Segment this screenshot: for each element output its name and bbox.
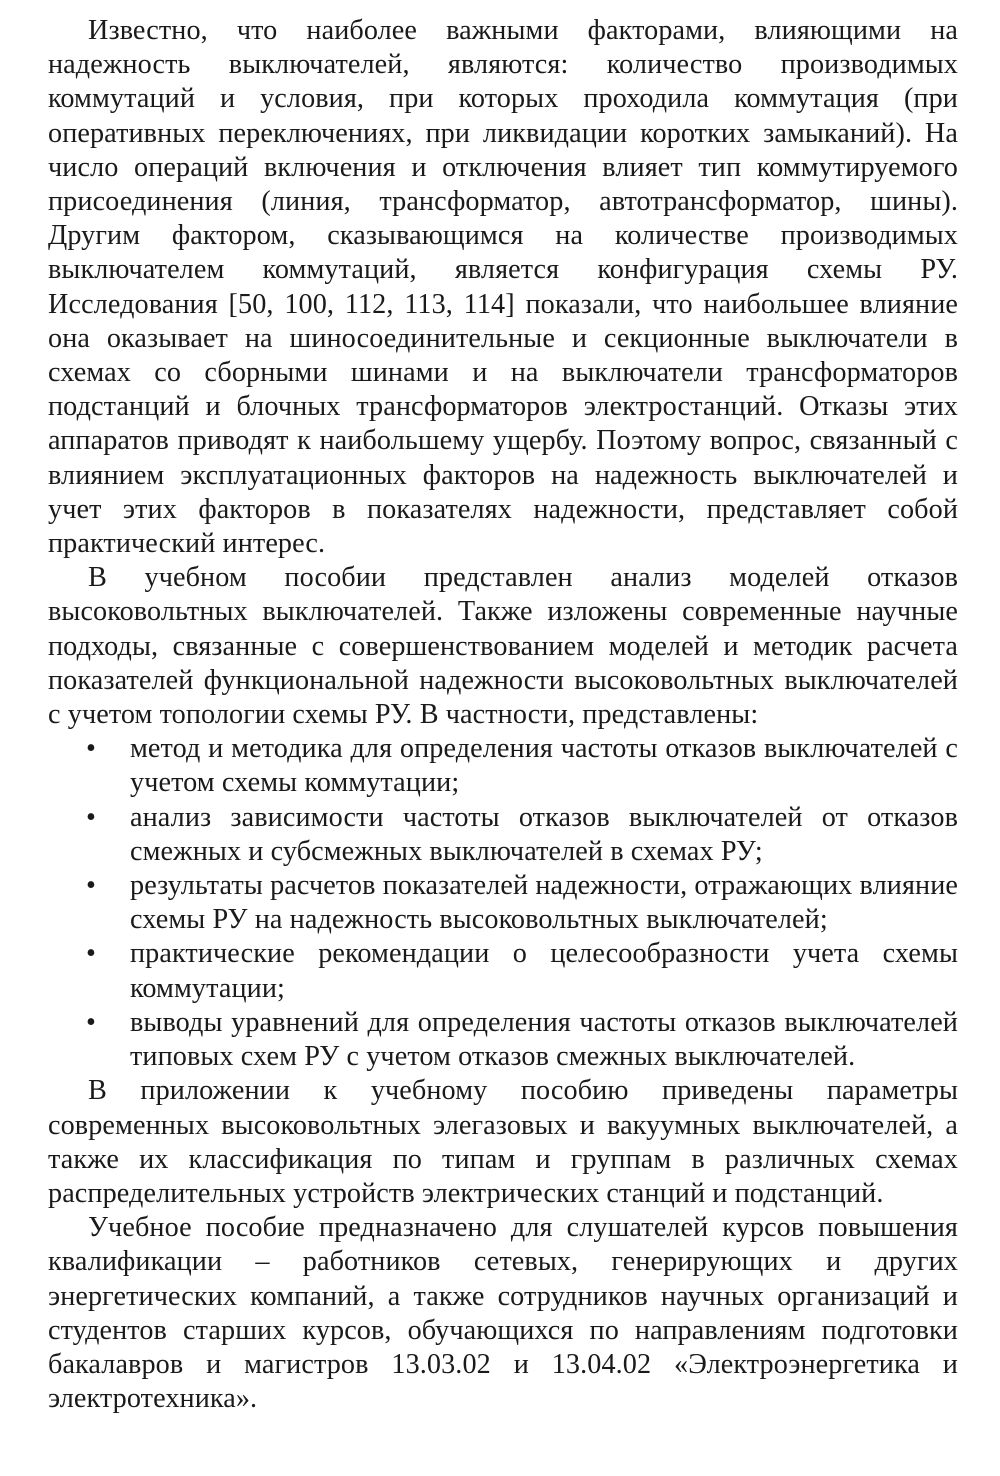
document-page: [48, 14, 958, 1416]
paragraph-audience: Учебное пособие предназначено для слушателей курсов повышения квалификации – работников сетевых, генерирующих и других энергетических компаний, а также сотрудников научных организаций и студентов старших курсов, обучающихся по направлениям подготовки бакалавров и магистров 13.03.02 и 13.04.02 «Электроэнергетика и электротехника».: [48, 1212, 958, 1415]
list-item: [48, 1006, 958, 1074]
bullet-marker: •: [86, 1006, 96, 1038]
list-item: [48, 801, 958, 869]
bullet-marker: •: [86, 938, 96, 970]
list-item: [48, 937, 958, 1005]
list-item-text: результаты расчетов показателей надежности, отражающих влияние схемы РУ на надежность высоковольтных выключателей;: [130, 870, 958, 936]
paragraph-appendix: В приложении к учебному пособию приведены параметры современных высоковольтных элегазовых и вакуумных выключателей, а также их классификация по типам и группам в различных схемах распределительных устройств электрических станций и подстанций.: [48, 1075, 958, 1209]
list-item-text: метод и методика для определения частоты отказов выключателей с учетом схемы коммутации;: [130, 733, 958, 799]
paragraph-overview: В учебном пособии представлен анализ моделей отказов высоковольтных выключателей. Также изложены современные научные подходы, связанные с совершенствованием моделей и методик расчета показателей функциональной надежности высоковольтных выключателей с учетом топологии схемы РУ. В частности, представлены:: [48, 562, 958, 731]
list-item: [48, 732, 958, 800]
list-item-text: выводы уравнений для определения частоты отказов выключателей типовых схем РУ с учетом отказов смежных выключателей.: [130, 1006, 958, 1073]
list-item-text: практические рекомендации о целесообразности учета схемы коммутации;: [130, 938, 958, 1004]
bullet-marker: •: [86, 801, 96, 833]
list-item-text: анализ зависимости частоты отказов выключателей от отказов смежных и субсмежных выключателей в схемах РУ;: [130, 801, 958, 867]
paragraph-factors: Известно, что наиболее важными факторами, влияющими на надежность выключателей, являются: количество производимых коммутаций и условия, при которых проходила коммутация (при оперативных переключениях, при ликвидации коротких замыканий). На число операций включения и отключения влияет тип коммутируемого присоединения (линия, трансформатор, автотрансформатор, шины). Другим фактором, сказывающимся на количестве производимых выключателем коммутаций, является конфигурация схемы РУ. Исследования [50, 100, 112, 113, 114] показали, что наибольшее влияние она оказывает на шиносоединительные и секционные выключатели в схемах со сборными шинами и на выключатели трансформаторов подстанций и блочных трансформаторов электростанций. Отказы этих аппаратов приводят к наибольшему ущербу. Поэтому вопрос, связанный с влиянием эксплуатационных факторов на надежность выключателей и учет этих факторов в показателях надежности, представляет собой практический интерес.: [48, 15, 958, 560]
list-item: [48, 869, 958, 937]
bullet-list: [48, 732, 958, 1074]
bullet-marker: •: [86, 870, 96, 902]
bullet-marker: •: [86, 733, 96, 765]
